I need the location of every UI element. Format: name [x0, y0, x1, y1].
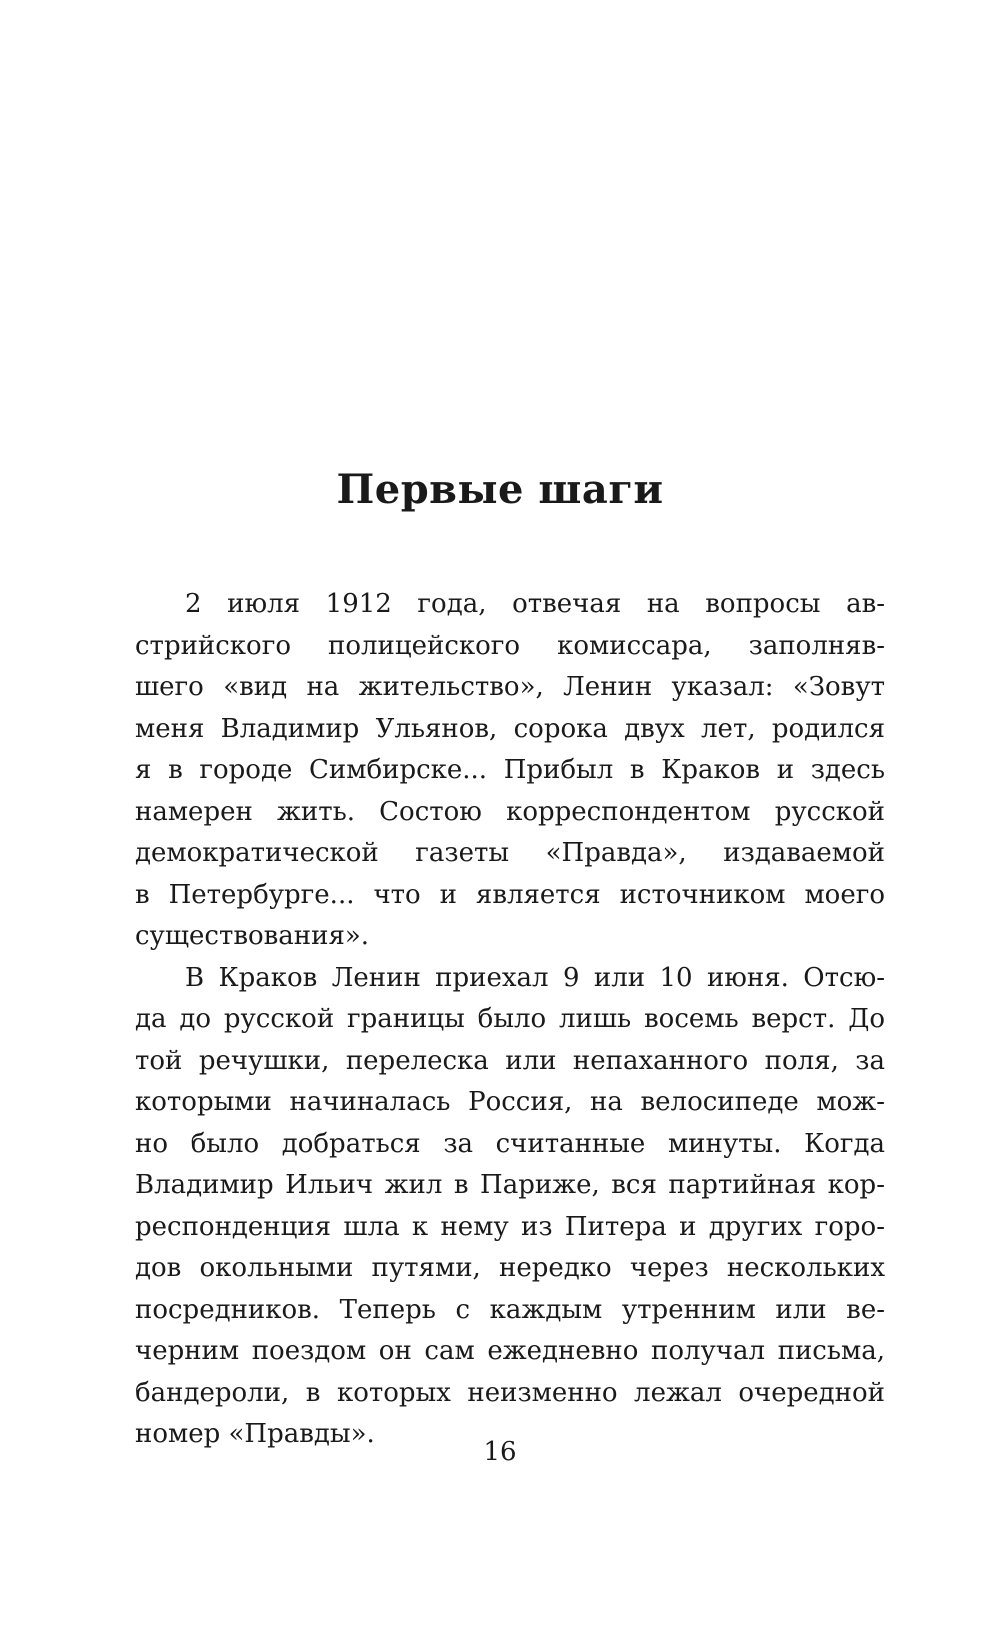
- paragraph-1-line-3: шего «вид на жительство», Ленин указал: «Зовут: [135, 672, 885, 702]
- paragraph-1-line-5: я в городе Симбирске... Прибыл в Краков и здесь: [135, 755, 885, 785]
- paragraph-1-line-7: демократической газеты «Правда», издаваемой: [135, 838, 885, 868]
- paragraph-2-line-9: посредников. Теперь с каждым утренним или ве-: [135, 1294, 885, 1325]
- paragraph-2-line-5: но было добраться за считанные минуты. Когда: [135, 1128, 885, 1159]
- page-number: 16: [483, 1437, 517, 1467]
- paragraph-1-line-8: в Петербурге... что и является источником моего: [135, 879, 885, 910]
- paragraph-1-line-4: меня Владимир Ульянов, сорока двух лет, родился: [135, 713, 885, 744]
- paragraph-2-line-2: да до русской границы было лишь восемь верст. До: [135, 1004, 885, 1034]
- paragraph-2-line-12: номер «Правды».: [135, 1419, 375, 1449]
- paragraph-2-line-11: бандероли, в которых неизменно лежал очередной: [135, 1377, 885, 1408]
- chapter-title: Первые шаги: [336, 466, 664, 513]
- paragraph-2-line-7: респонденция шла к нему из Питера и других горо-: [135, 1211, 885, 1242]
- paragraph-1-line-6: намерен жить. Состою корреспондентом русской: [135, 796, 885, 827]
- paragraph-2-line-8: дов окольными путями, нередко через нескольких: [135, 1253, 885, 1283]
- paragraph-2-line-3: той речушки, перелеска или непаханного поля, за: [135, 1045, 885, 1076]
- body-text: [135, 584, 885, 1456]
- paragraph-1-line-2: стрийского полицейского комиссара, заполняв-: [135, 630, 885, 661]
- paragraph-2-line-1: В Краков Ленин приехал 9 или 10 июня. Отсю-: [185, 962, 885, 993]
- paragraph-2-line-10: черним поездом он сам ежедневно получал письма,: [135, 1336, 885, 1366]
- paragraph-2-line-4: которыми начиналась Россия, на велосипеде мож-: [135, 1087, 885, 1117]
- paragraph-1-line-9: существования».: [135, 921, 370, 951]
- paragraph-1-line-1: 2 июля 1912 года, отвечая на вопросы ав-: [185, 589, 885, 619]
- paragraph-2-line-6: Владимир Ильич жил в Париже, вся партийная кор-: [135, 1170, 885, 1200]
